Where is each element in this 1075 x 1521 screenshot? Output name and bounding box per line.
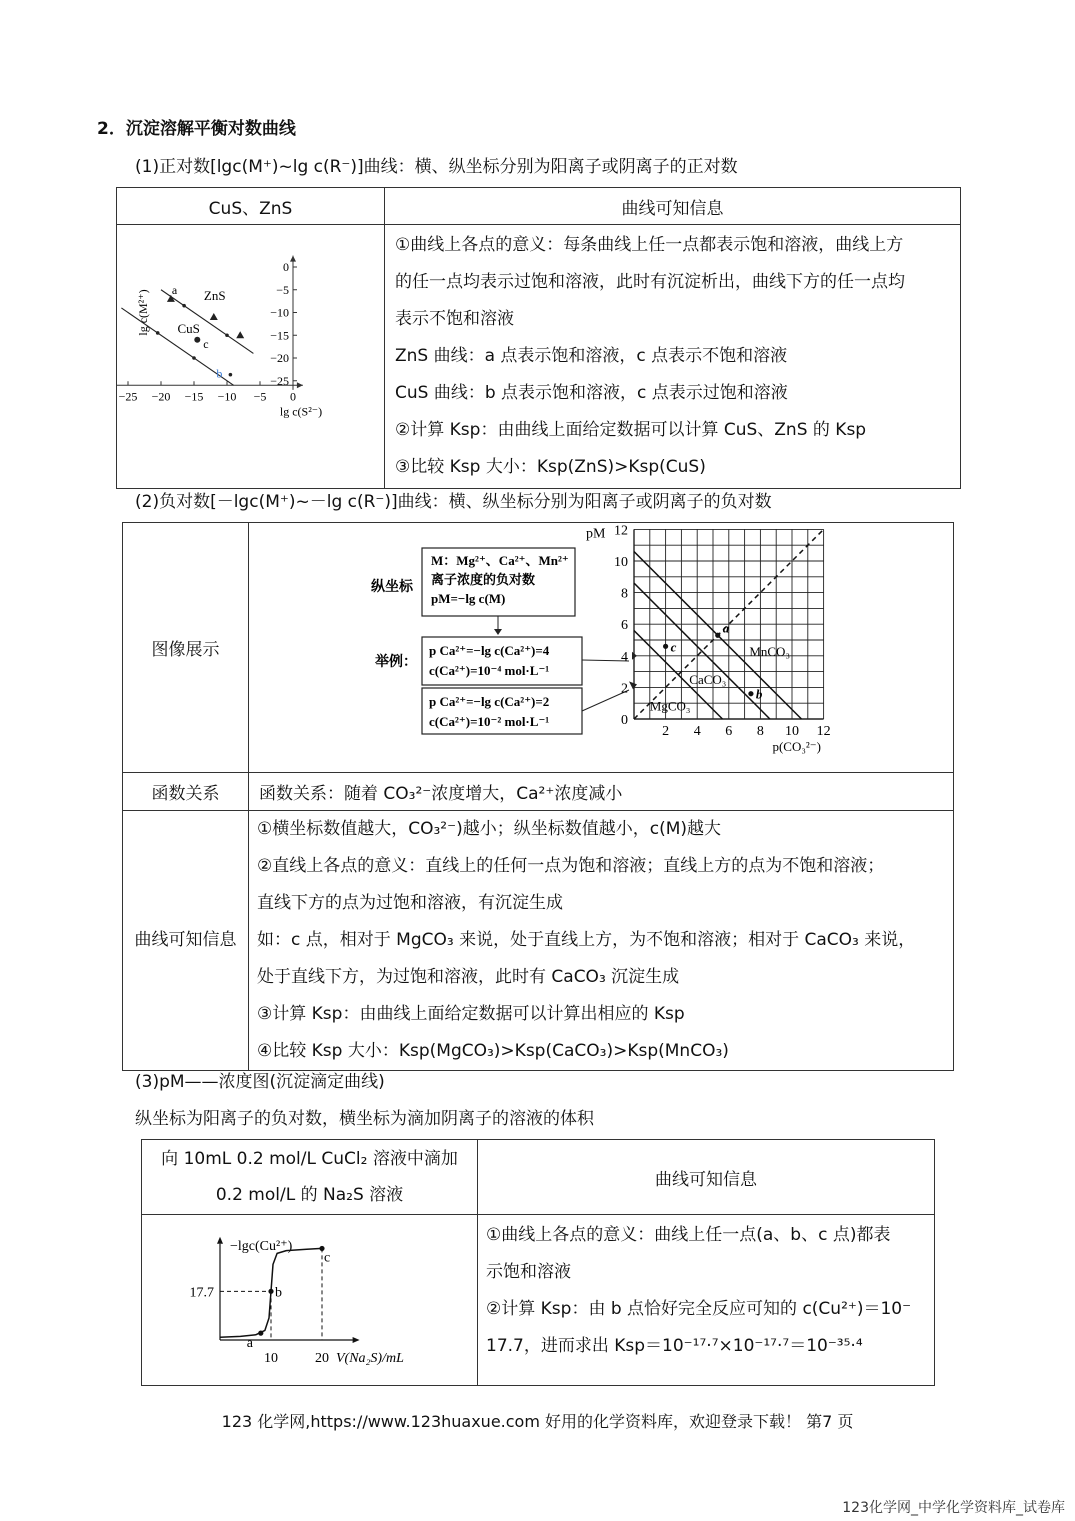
point-c: [663, 644, 668, 649]
point-label: b: [275, 1285, 282, 1301]
point-label: c: [670, 639, 677, 655]
part3-intro2: 纵坐标为阳离子的负对数，横坐标为滴加阴离子的溶液的体积: [135, 1109, 594, 1129]
point-a: [258, 1331, 263, 1336]
flow-y-label: 纵坐标: [371, 580, 413, 595]
flow-box-line: pM=−lg c(M): [431, 591, 506, 606]
info-line: ①曲线上各点的意义：曲线上任一点(a、b、c 点)都表: [486, 1225, 891, 1245]
titration-curve-chart: [142, 1215, 477, 1380]
part3-intro1: (3)pM——浓度图(沉淀滴定曲线): [135, 1072, 385, 1092]
y-axis-arrow: [290, 256, 296, 262]
series-label: MnCO₃: [749, 643, 790, 659]
section-title: 2．沉淀溶解平衡对数曲线: [97, 119, 296, 139]
part2-row2-label: 函数关系: [123, 773, 249, 811]
point-label: b: [755, 686, 763, 702]
triangle-marker: [236, 331, 244, 338]
y-tick-label: −15: [270, 328, 289, 343]
curve-dot: [192, 356, 196, 360]
x-tick-label: −25: [118, 389, 138, 404]
x-axis-arrow: [353, 1337, 360, 1343]
x-axis-label: p(CO₃²⁻): [772, 739, 821, 754]
y-tick-label: 4: [621, 649, 628, 665]
curve-dot: [225, 333, 229, 337]
point-label: a: [246, 1336, 254, 1352]
part3-header-line2: 0.2 mol/L 的 Na₂S 溶液: [215, 1185, 404, 1205]
info-line: ①曲线上各点的意义：每条曲线上任一点都表示饱和溶液，曲线上方: [395, 235, 904, 255]
point-b: [229, 373, 233, 377]
part1-info-cell: [385, 225, 961, 489]
y-tick-label: −20: [270, 351, 289, 365]
y-axis-arrow: [217, 1237, 223, 1244]
lg-curve-chart: [117, 225, 384, 483]
x-tick-label: 10: [264, 1351, 278, 1366]
part3-table: [141, 1139, 935, 1386]
part3-col1-header: [142, 1140, 478, 1215]
flow-box-line: c(Ca²⁺)=10⁻⁴ mol·L⁻¹: [429, 663, 550, 678]
x-tick-label: 20: [315, 1351, 329, 1366]
x-tick-label: −10: [217, 389, 237, 404]
part1-col1-header: CuS、ZnS: [117, 188, 385, 225]
y-axis-label: lg c(M²⁺): [136, 289, 150, 336]
flow-box-line: c(Ca²⁺)=10⁻² mol·L⁻¹: [429, 714, 550, 729]
x-tick-label: 6: [725, 724, 733, 739]
part2-intro: (2)负对数[－lgc(M⁺)~－lg c(R⁻)]曲线：横、纵坐标分别为阳离子或阴离子的负对数: [135, 492, 772, 512]
x-axis-arrow: [297, 382, 303, 388]
info-line: ②计算 Ksp：由 b 点恰好完全反应可知的 c(Cu²⁺)＝10⁻: [486, 1299, 912, 1319]
y-tick-label: 8: [621, 586, 628, 602]
point-label: c: [324, 1250, 331, 1266]
part2-table: [122, 522, 954, 1071]
negative-log-figure: [249, 523, 953, 767]
triangle-marker: [210, 313, 218, 320]
series-label: CuS: [177, 320, 200, 336]
point-b: [268, 1289, 273, 1294]
point-label: b: [216, 366, 223, 381]
info-line: 17.7，进而求出 Ksp＝10⁻¹⁷·⁷×10⁻¹⁷·⁷＝10⁻³⁵·⁴: [486, 1336, 863, 1356]
part3-info-cell: [478, 1215, 935, 1386]
flow-box-line: 离子浓度的负对数: [431, 572, 536, 587]
part1-intro: (1)正对数[lgc(M⁺)~lg c(R⁻)]曲线：横、纵坐标分别为阳离子或阴离子的正对数: [135, 157, 738, 177]
y-tick-label: 10: [614, 555, 628, 570]
part1-table: [116, 187, 961, 489]
x-tick-label: −20: [151, 389, 171, 404]
info-line: 表示不饱和溶液: [395, 309, 514, 329]
y-axis-label: pM: [586, 526, 606, 542]
x-axis-label: lg c(S²⁻): [279, 404, 323, 419]
part2-row3-label: 曲线可知信息: [123, 811, 249, 1071]
x-axis-label: V(Na₂S)/mL: [336, 1351, 404, 1366]
series-label: MgCO₃: [649, 698, 691, 714]
flow-pointer-head-2: [629, 681, 637, 689]
y-tick-label: 12: [614, 523, 628, 539]
x-tick-label: 10: [785, 724, 799, 739]
point-label: a: [722, 620, 730, 636]
info-line: ZnS 曲线：a 点表示饱和溶液，c 点表示不饱和溶液: [395, 346, 788, 366]
part3-info-lines: [486, 1217, 926, 1365]
info-line: 如：c 点，相对于 MgCO₃ 来说，处于直线上方，为不饱和溶液；相对于 CaCO₃ 来说，: [257, 930, 916, 950]
x-tick-label: −15: [184, 389, 204, 404]
x-tick-label: 4: [693, 724, 701, 739]
flow-arrow-head: [494, 629, 502, 635]
info-line: ③比较 Ksp 大小：Ksp(ZnS)>Ksp(CuS): [395, 457, 706, 477]
part2-row2-text: 函数关系：随着 CO₃²⁻浓度增大，Ca²⁺浓度减小: [249, 773, 954, 811]
flow-example-label: 举例：: [375, 655, 417, 670]
info-line: ③计算 Ksp：由曲线上面给定数据可以计算出相应的 Ksp: [257, 1004, 685, 1024]
y-tick-label: 17.7: [189, 1285, 214, 1301]
flow-box-line: p Ca²⁺=−lg c(Ca²⁺)=4: [429, 643, 550, 658]
part2-info-lines: [257, 811, 947, 1070]
point-label: c: [203, 336, 209, 351]
x-tick-label: −5: [253, 389, 267, 404]
part1-chart-cell: [117, 225, 385, 489]
part2-figure-cell: [249, 523, 954, 773]
y-tick-label: 0: [621, 713, 628, 728]
y-tick-label: −25: [270, 373, 289, 388]
x-tick-label: 0: [290, 389, 296, 404]
x-tick-label: 2: [662, 724, 670, 739]
series-label: ZnS: [203, 287, 226, 303]
part3-chart-cell: [142, 1215, 478, 1386]
watermark: 123化学网_中学化学资料库_试卷库: [842, 1500, 1065, 1516]
info-line: ②计算 Ksp：由曲线上面给定数据可以计算 CuS、ZnS 的 Ksp: [395, 420, 867, 440]
series-label: CaCO₃: [689, 672, 727, 688]
part2-row3-cell: [249, 811, 954, 1071]
point-a: [715, 633, 720, 638]
x-tick-label: 12: [816, 724, 831, 739]
info-line: 示饱和溶液: [486, 1262, 571, 1282]
point-c: [194, 337, 200, 343]
point-label: a: [171, 282, 178, 297]
info-line: 直线下方的点为过饱和溶液，有沉淀生成: [257, 893, 563, 913]
curve-dot: [156, 331, 160, 335]
part3-col2-header: 曲线可知信息: [478, 1140, 935, 1215]
curve-dot: [182, 304, 186, 308]
part1-col2-header: 曲线可知信息: [385, 188, 961, 225]
flow-box-line: p Ca²⁺=−lg c(Ca²⁺)=2: [429, 694, 550, 709]
info-line: 处于直线下方，为过饱和溶液，此时有 CaCO₃ 沉淀生成: [257, 967, 680, 987]
flow-box-line: M：Mg²⁺、Ca²⁺、Mn²⁺: [431, 553, 569, 568]
part1-info-lines: [395, 227, 952, 486]
y-tick-label: 2: [621, 681, 628, 697]
part2-row1-label: 图像展示: [123, 523, 249, 773]
y-tick-label: 6: [621, 618, 628, 634]
y-tick-label: 0: [283, 260, 289, 274]
point-b: [748, 691, 753, 696]
x-tick-label: 8: [756, 724, 764, 739]
info-line: ④比较 Ksp 大小：Ksp(MgCO₃)>Ksp(CaCO₃)>Ksp(MnCO₃): [257, 1041, 729, 1061]
info-line: ②直线上各点的意义：直线上的任何一点为饱和溶液；直线上方的点为不饱和溶液；: [257, 856, 885, 876]
info-line: CuS 曲线：b 点表示饱和溶液，c 点表示过饱和溶液: [395, 383, 788, 403]
info-line: 的任一点均表示过饱和溶液，此时有沉淀析出，曲线下方的任一点均: [395, 272, 905, 292]
part3-header-line1: 向 10mL 0.2 mol/L CuCl₂ 溶液中滴加: [161, 1149, 458, 1169]
y-tick-label: −10: [270, 305, 289, 320]
page-footer: 123 化学网,https://www.123huaxue.com 好用的化学资料库，欢迎登录下载！ 第7 页: [221, 1412, 854, 1431]
y-tick-label: −5: [276, 282, 289, 297]
y-axis-label: −lgc(Cu²⁺): [230, 1238, 293, 1254]
info-line: ①横坐标数值越大，CO₃²⁻)越小；纵坐标数值越小，c(M)越大: [257, 819, 722, 839]
